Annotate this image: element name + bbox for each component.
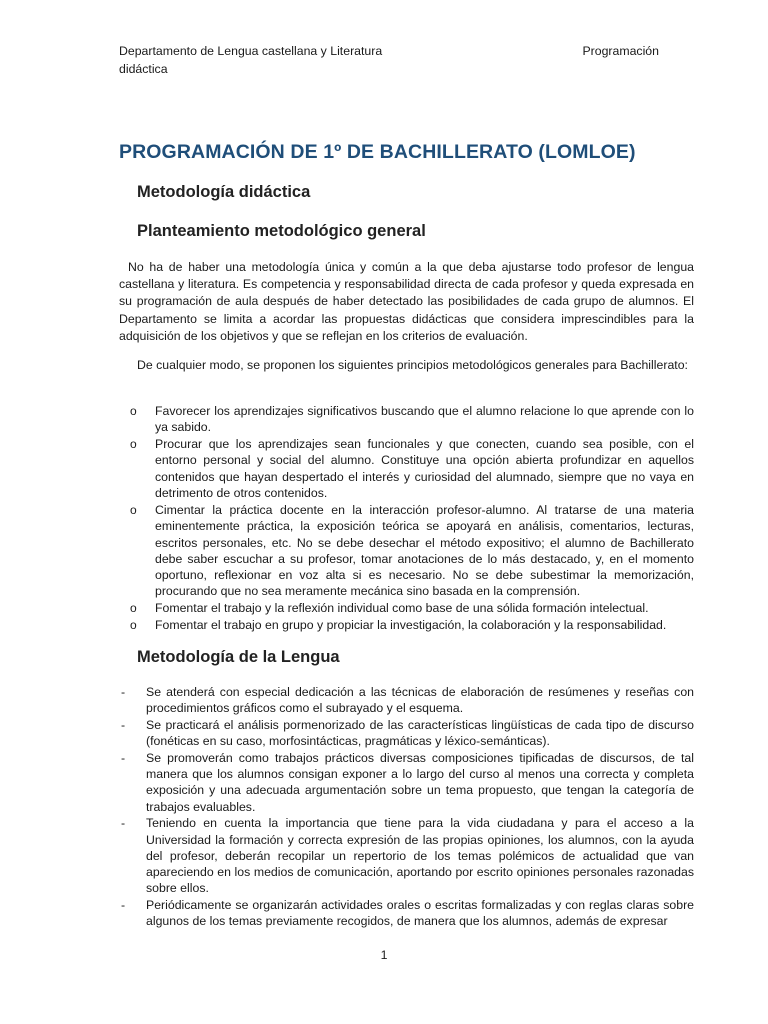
list-item-text: Teniendo en cuenta la importancia que tiene para la vida ciudadana y para el acceso a la Universidad la formación y correcta expresión de las propias opiniones, los alumnos, con la ayuda del profesor, deberán recopilar un repertorio de los temas polémicos de actualidad que van apareciendo en los medios de comunicación, aportando por escrito opiniones personales razonadas sobre ellos. — [146, 816, 694, 896]
list-item — [119, 403, 694, 436]
list-item-text: Se promoverán como trabajos prácticos diversas composiciones tipificadas de discursos, de tal manera que los alumnos consigan exponer a lo largo del curso al menos una correcta y completa exposición y una adecuada argumentación sobre un tema propuesto, que tengan la categoría de trabajos evaluables. — [146, 751, 694, 814]
dash-bullet-icon: - — [121, 751, 126, 765]
lengua-list — [119, 684, 694, 930]
page-header — [119, 42, 659, 78]
dash-bullet-icon: - — [121, 685, 126, 699]
list-item-text: Cimentar la práctica docente en la interacción profesor-alumno. Al tratarse de una materia eminentemente práctica, la exposición teórica se apoyará en análisis, comentarios, lecturas, escritos personales, etc. No se debe desechar el método expositivo; el alumno de Bachillerato debe saber escuchar a su profesor, tomar anotaciones de lo más destacado, y, en el momento oportuno, reflexionar en voz alta si es necesario. No se debe subestimar la memorización, procurando que no sea meramente mecánica sino basada en la comprensión. — [155, 502, 694, 599]
list-item-text: Se practicará el análisis pormenorizado de las características lingüísticas de cada tipo de discurso (fonéticas en su caso, morfosintácticas, pragmáticas y léxico-semánticas). — [146, 718, 694, 749]
list-item — [119, 502, 694, 600]
list-item-text: Periódicamente se organizarán actividades orales o escritas formalizadas y con reglas claras sobre algunos de los temas previamente recogidos, de manera que los alumnos, además de expresar — [146, 898, 694, 929]
dash-bullet-icon: - — [121, 816, 126, 831]
page-title: PROGRAMACIÓN DE 1º DE BACHILLERATO (LOMLOE) — [119, 141, 636, 163]
dash-bullet-icon: - — [121, 898, 126, 913]
list-item-text: Fomentar el trabajo y la reflexión individual como base de una sólida formación intelectual. — [155, 601, 649, 616]
circle-bullet-icon: o — [130, 502, 137, 517]
header-programacion: Programación — [582, 44, 659, 58]
list-item — [119, 436, 694, 501]
list-item-text: Procurar que los aprendizajes sean funcionales y que conecten, cuando sea posible, con el entorno personal y social del alumno. Constituye una opción abierta profundizar en aquellos contenidos que hayan despertado el interés y curiosidad del alumnado, siempre que no vaya en detrimento de otros contenidos. — [155, 437, 694, 501]
header-department: Departamento de Lengua castellana y Literatura — [119, 44, 383, 58]
heading-planteamiento: Planteamiento metodológico general — [137, 222, 426, 240]
circle-bullet-icon: o — [130, 618, 137, 633]
circle-bullet-icon: o — [130, 601, 137, 616]
list-item — [119, 617, 694, 633]
list-item — [119, 684, 694, 716]
circle-bullet-icon: o — [130, 404, 137, 418]
principles-list — [119, 403, 694, 634]
list-item — [119, 750, 694, 815]
circle-bullet-icon: o — [130, 437, 137, 452]
list-item — [119, 717, 694, 749]
paragraph-intro: No ha de haber una metodología única y común a la que deba ajustarse todo profesor de lengua castellana y literatura. Es competencia y responsabilidad directa de cada profesor y queda expresada en su programación de aula después de haber detectado las posibilidades de cada grupo de alumnos. El Departamento se limita a acordar las propuestas didácticas que considera imprescindibles para la adquisición de los objetivos y que se reflejan en los criterios de evaluación. — [119, 260, 694, 343]
list-item-text: Favorecer los aprendizajes significativos buscando que el alumno relacione lo que aprende con lo ya sabido. — [155, 404, 694, 435]
list-item — [119, 815, 694, 896]
paragraph-principios: De cualquier modo, se proponen los siguientes principios metodológicos generales para Bachillerato: — [137, 358, 688, 372]
heading-metodologia-lengua: Metodología de la Lengua — [137, 648, 340, 666]
list-item-text: Fomentar el trabajo en grupo y propiciar la investigación, la colaboración y la responsabilidad. — [155, 618, 667, 633]
heading-metodologia-didactica: Metodología didáctica — [137, 183, 311, 201]
list-item — [119, 600, 694, 616]
header-second-line: didáctica — [119, 62, 168, 76]
list-item-text: Se atenderá con especial dedicación a las técnicas de elaboración de resúmenes y reseñas con procedimientos gráficos como el subrayado y el esquema. — [146, 685, 694, 716]
dash-bullet-icon: - — [121, 718, 126, 732]
page-number: 1 — [380, 948, 388, 962]
list-item — [119, 897, 694, 929]
